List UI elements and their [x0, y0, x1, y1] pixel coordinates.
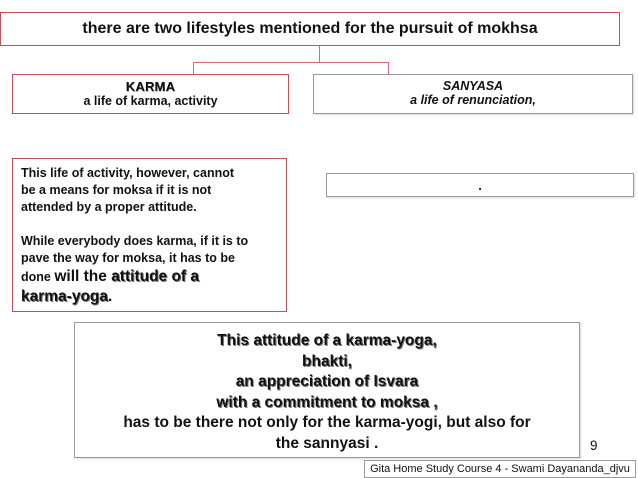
footer-credit	[364, 460, 636, 478]
karma-subtitle: a life of karma, activity	[83, 94, 218, 108]
karma-explanation-box	[12, 158, 287, 312]
conclusion-box	[74, 322, 580, 458]
explanation-line-1: This life of activity, however, cannot	[21, 166, 235, 180]
explanation-line-6-emphasis: attitude of a	[111, 268, 200, 285]
connector-vertical-top	[319, 46, 320, 62]
karma-box	[12, 74, 289, 114]
sanyasa-note-text: .	[478, 177, 482, 193]
sanyasa-note-box	[326, 173, 634, 197]
explanation-line-7-end: .	[108, 288, 113, 305]
sanyasa-heading: SANYASA	[442, 79, 504, 93]
connector-left-drop	[193, 62, 194, 74]
explanation-line-6-small: done	[21, 270, 55, 284]
footer-text: Gita Home Study Course 4 - Swami Dayananda_djvu	[370, 463, 630, 475]
connector-right-drop	[388, 62, 389, 74]
conclusion-line-6: the sannyasi .	[275, 434, 379, 452]
explanation-line-5: pave the way for moksa, it has to be	[21, 251, 235, 265]
explanation-line-2: be a means for moksa if it is not	[21, 183, 212, 197]
title-text: there are two lifestyles mentioned for the pursuit of mokhsa	[82, 20, 538, 37]
conclusion-line-4: with a commitment to moksa ,	[216, 393, 438, 411]
explanation-line-7-emphasis: karma-yoga	[21, 288, 109, 305]
sanyasa-subtitle: a life of renunciation,	[410, 93, 536, 107]
connector-horizontal	[193, 62, 389, 63]
conclusion-line-1: This attitude of a karma-yoga,	[217, 332, 437, 349]
explanation-line-4: While everybody does karma, if it is to	[21, 234, 249, 248]
explanation-spacer	[21, 216, 282, 233]
conclusion-line-3: an appreciation of Isvara	[235, 373, 419, 390]
explanation-line-3: attended by a proper attitude.	[21, 200, 197, 214]
karma-heading: KARMA	[125, 79, 176, 94]
explanation-line-7	[21, 287, 282, 307]
explanation-line-6	[21, 267, 282, 287]
conclusion-line-5: has to be there not only for the karma-yogi, but also for	[123, 414, 531, 431]
conclusion-line-2: bhakti,	[302, 352, 352, 370]
explanation-line-6-big: will the	[54, 268, 112, 285]
page-number: 9	[590, 438, 598, 453]
sanyasa-box	[313, 74, 633, 114]
title-box	[0, 12, 620, 46]
